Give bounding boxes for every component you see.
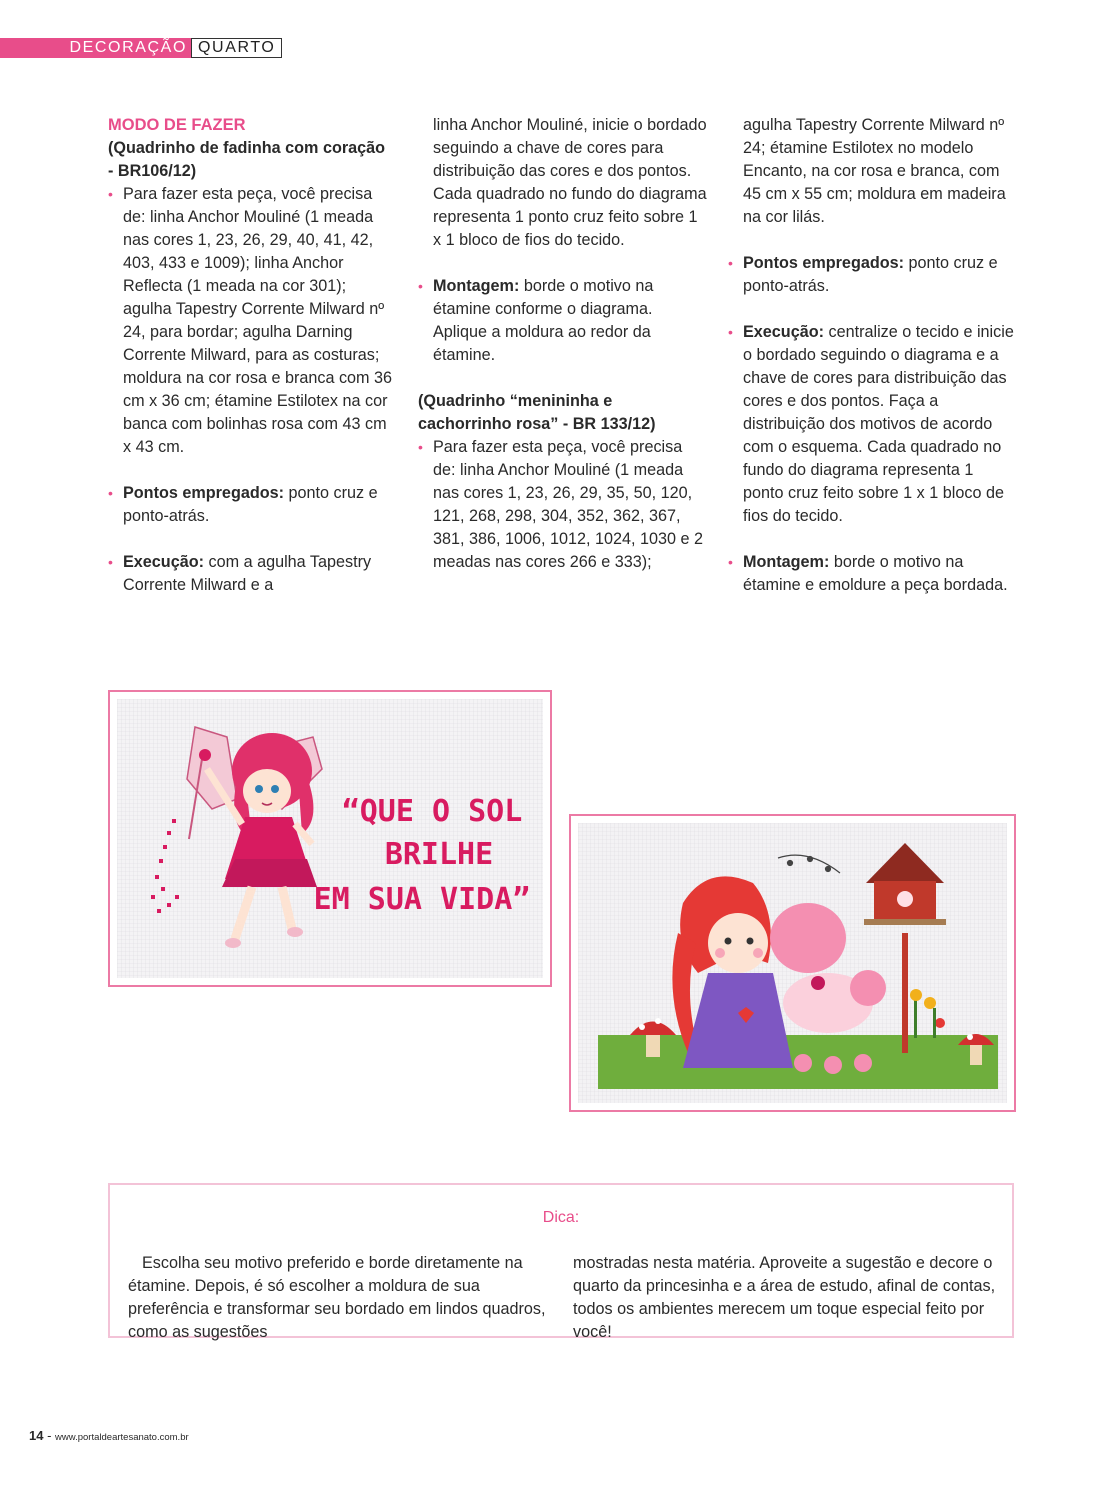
tip-text-left: Escolha seu motivo preferido e borde diretamente na étamine. Depois, é só escolher a moldura de sua preferência e transformar seu bordado em lindos quadros, como as sugestões bbox=[128, 1254, 546, 1341]
bullet-icon: • bbox=[108, 186, 113, 202]
assembly-label-2: Montagem: bbox=[743, 553, 830, 571]
girl-dog-embroidery-image bbox=[578, 823, 1007, 1103]
page-number: 14 bbox=[29, 1428, 44, 1443]
fairy-project-subtitle: (Quadrinho de fadinha com coração - BR106/12) bbox=[108, 139, 386, 180]
text-column-1 bbox=[108, 114, 394, 597]
assembly-item-2 bbox=[728, 551, 1018, 597]
materials-item-2 bbox=[418, 436, 708, 574]
materials-continued: agulha Tapestry Corrente Milward nº 24; étamine Estilotex no modelo Encanto, na cor rosa e branca, com 45 cm x 55 cm; moldura em madeira na cor lilás. bbox=[743, 116, 1006, 226]
fairy-text-line-3: EM SUA VIDA” bbox=[313, 882, 531, 917]
materials-item bbox=[108, 183, 394, 459]
bullet-icon: • bbox=[418, 439, 423, 455]
page-footer bbox=[29, 1428, 189, 1443]
stitches-label: Pontos empregados: bbox=[123, 484, 284, 502]
fairy-text-line-1: “QUE O SOL bbox=[341, 794, 523, 829]
stitches-item bbox=[108, 482, 394, 528]
stitches-text-2: ponto cruz e ponto-atrás. bbox=[743, 254, 998, 295]
assembly-text: borde o motivo na étamine conforme o diagrama. Aplique a moldura ao redor da étamine. bbox=[433, 277, 654, 364]
fairy-text-line-2: BRILHE bbox=[384, 837, 494, 872]
instructions-title: MODO DE FAZER bbox=[108, 116, 246, 134]
bullet-icon: • bbox=[728, 554, 733, 570]
stitches-text: ponto cruz e ponto-atrás. bbox=[123, 484, 378, 525]
fairy-embroidery-photo bbox=[108, 690, 552, 987]
tip-text-right: mostradas nesta matéria. Aproveite a sugestão e decore o quarto da princesinha e a área de estudo, afinal de contas, todos os ambientes merecem um toque especial feito por você! bbox=[573, 1254, 996, 1341]
execution-item bbox=[108, 551, 394, 597]
materials-text-2: Para fazer esta peça, você precisa de: linha Anchor Mouliné (1 meada nas cores 1, 23, 26, 29, 35, 50, 120, 121, 268, 298, 304, 352, 362, 367, 381, 386, 1006, 1012, 1024, 1030 e 2 meadas nas cores 266 e 333); bbox=[433, 438, 704, 571]
girl-project-subtitle: (Quadrinho “menininha e cachorrinho rosa” - BR 133/12) bbox=[418, 392, 656, 433]
bullet-icon: • bbox=[108, 485, 113, 501]
tip-box bbox=[108, 1183, 1014, 1341]
fairy-embroidery-image bbox=[117, 699, 543, 978]
section-label: DECORAÇÃO bbox=[0, 38, 191, 58]
execution-text-2: centralize o tecido e inicie o bordado seguindo o diagrama e a chave de cores para distribuição das cores e dos pontos. Faça a distribuição dos motivos de acordo com o esquema. Cada quadrado no fundo do diagrama representa 1 ponto cruz feito sobre 1 x 1 bloco de fios do tecido. bbox=[743, 323, 1014, 525]
text-column-3 bbox=[728, 114, 1018, 597]
execution-item-2 bbox=[728, 321, 1018, 528]
execution-text: com a agulha Tapestry Corrente Milward e a bbox=[123, 553, 372, 594]
tip-label: Dica: bbox=[542, 1209, 580, 1226]
bullet-icon: • bbox=[728, 324, 733, 340]
subsection-label: QUARTO bbox=[191, 38, 282, 58]
bullet-icon: • bbox=[728, 255, 733, 271]
stitches-label-2: Pontos empregados: bbox=[743, 254, 904, 272]
execution-label-2: Execução: bbox=[743, 323, 824, 341]
assembly-item bbox=[418, 275, 708, 367]
footer-url: www.portaldeartesanato.com.br bbox=[55, 1432, 189, 1443]
materials-text: Para fazer esta peça, você precisa de: linha Anchor Mouliné (1 meada nas cores 1, 23, 26, 29, 40, 41, 42, 403, 433 e 1009); linha Anchor Reflecta (1 meada na cor 301); agulha Tapestry Corrente Milward nº 24, para bordar; agulha Darning Corrente Milward, para as costuras; moldura na cor rosa e branca com 36 cm x 36 cm; étamine Estilotex na cor banca com bolinhas rosa com 43 cm x 43 cm. bbox=[123, 185, 393, 456]
execution-continued: linha Anchor Mouliné, inicie o bordado seguindo a chave de cores para distribuição das cores e dos pontos. Cada quadrado no fundo do diagrama representa 1 ponto cruz feito sobre 1 x 1 bloco de fios do tecido. bbox=[433, 116, 707, 249]
assembly-text-2: borde o motivo na étamine e emoldure a peça bordada. bbox=[743, 553, 1008, 594]
bullet-icon: • bbox=[418, 278, 423, 294]
footer-separator: - bbox=[47, 1428, 56, 1443]
execution-label: Execução: bbox=[123, 553, 204, 571]
text-column-2 bbox=[418, 114, 708, 574]
assembly-label: Montagem: bbox=[433, 277, 520, 295]
section-header bbox=[0, 38, 282, 58]
stitches-item-2 bbox=[728, 252, 1018, 298]
girl-dog-embroidery-photo bbox=[569, 814, 1016, 1112]
bullet-icon: • bbox=[108, 554, 113, 570]
